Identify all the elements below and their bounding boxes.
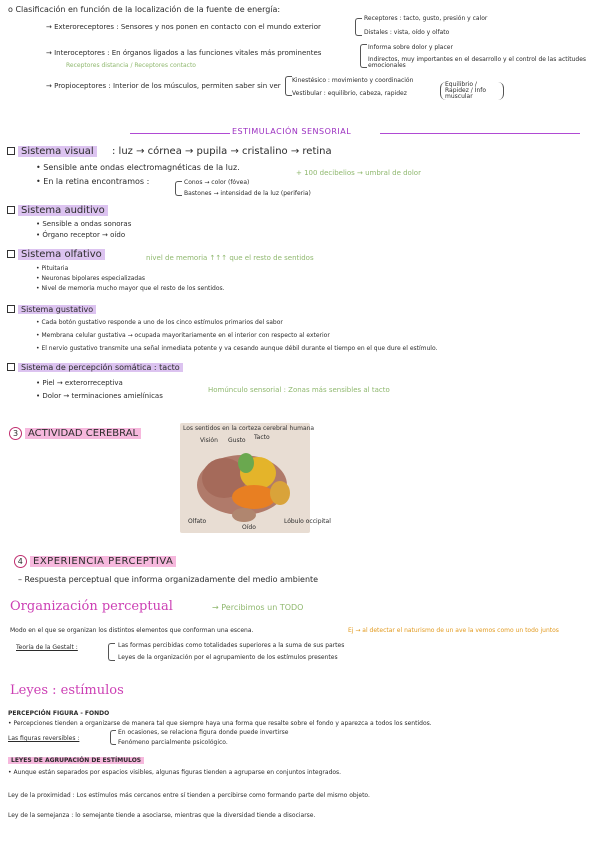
propioceptores-line: → Propioceptores : Interior de los músculos, permiten saber sin ver [46,82,281,90]
checkbox-icon [7,305,15,313]
checkbox-icon [7,363,15,371]
olfativo-title: Sistema olfativo [18,249,105,260]
gestalt-1: Las formas percibidas como totalidades superiores a la suma de sus partes [118,642,345,649]
somatico-title-row [7,363,183,372]
agrupacion-line: • Aunque están separados por espacios visibles, algunas figuras tienden a agruparse en conjuntos integrados. [8,769,342,776]
visual-conos: Conos → color (fóvea) [184,179,250,186]
extero-right-1: Receptores : tacto, gusto, presión y calor [364,15,488,22]
brain-label-lobulo: Lóbulo occipital [284,518,331,525]
leyes-title: Leyes : estímulos [10,683,124,698]
gestalt-2: Leyes de la organización por el agrupamiento de los estímulos presentes [118,654,338,661]
green-note: Receptores distancia / Receptores contacto [66,62,196,69]
experiencia-heading [14,555,176,568]
auditivo-bullet-1: • Sensible a ondas sonoras [36,220,132,228]
brace [355,18,362,36]
brain-label-olfato: Olfato [188,518,207,525]
agrupacion-title-text: LEYES DE AGRUPACIÓN DE ESTÍMULOS [8,757,144,764]
brace [285,76,292,96]
figura-line: • Percepciones tienden a organizarse de manera tal que siempre haya una forma que resalte sobre el fondo y aparezca a todos los sentidos. [8,720,432,727]
clasificacion-heading: o Clasificación en función de la localización de la fuente de energía: [8,5,281,14]
reversibles-2: Fenómeno parcialmente psicológico. [118,739,228,746]
ley-semejanza: Ley de la semejanza : lo semejante tiende a asociarse, mientras que la diversidad tiende a disociarse. [8,812,316,819]
visual-chain: : luz → córnea → pupila → cristalino → retina [112,146,332,157]
brain-image [180,423,331,533]
reversibles-label: Las figuras reversibles : [8,735,80,742]
brain-label-oido: Oído [242,524,256,531]
agrupacion-title [8,758,144,764]
organizacion-note: Ej → al detectar el naturismo de un ave la vemos como un todo juntos [348,627,559,634]
olfativo-title-row [7,250,105,260]
visual-title-row [7,147,97,157]
auditivo-title: Sistema auditivo [18,205,108,216]
checkbox-icon [7,250,15,258]
visual-bullet-2: • En la retina encontramos : [36,177,150,186]
brace [110,730,116,745]
propio-right-3: Equilibrio / Rapidez / Info muscular [440,82,504,100]
brain-label-tacto: Tacto [254,434,270,441]
gustativo-title: Sistema gustativo [18,305,96,314]
somatico-note: Homúnculo sensorial : Zonas más sensibles al tacto [208,386,390,394]
actividad-heading [9,427,141,440]
gustativo-bullet-2: • Membrana celular gustativa → ocupada mayoritariamente en el interior con respecto al exterior [36,332,330,339]
olfativo-bullet-3: • Nivel de memoria mucho mayor que el resto de los sentidos. [36,285,225,292]
visual-bullet-1: • Sensible ante ondas electromagnéticas de la luz. [36,163,240,172]
interoceptores-line: → Interoceptores : En órganos ligados a las funciones vitales más prominentes [46,49,322,57]
figura-title: PERCEPCIÓN FIGURA - FONDO [8,710,110,717]
organizacion-title-note: → Percibimos un TODO [212,603,304,612]
ley-proximidad: Ley de la proximidad : Los estímulos más cercanos entre sí tienden a percibirse como formando parte del mismo objeto. [8,792,370,799]
propio-right-1: Kinestésico : movimiento y coordinación [292,77,414,84]
actividad-title: ACTIVIDAD CEREBRAL [25,428,141,439]
somatico-bullet-2: • Dolor → terminaciones amielínicas [36,392,163,400]
olfativo-bullet-2: • Neuronas bipolares especializadas [36,275,146,282]
auditivo-title-row [7,206,108,216]
banner-title: ESTIMULACIÓN SENSORIAL [232,127,352,136]
organizacion-line-1: Modo en el que se organizan los distintos elementos que conforman una escena. [10,627,254,634]
experiencia-line: – Respuesta perceptual que informa organizadamente del medio ambiente [18,575,319,584]
auditivo-bullet-2: • Órgano receptor → oído [36,231,126,239]
visual-bastones: Bastones → intensidad de la luz (periferia) [184,190,311,197]
section-number: 3 [9,427,22,440]
visual-note: + 100 decibelios → umbral de dolor [296,169,421,177]
olfativo-bullet-1: • Pituitaria [36,265,69,272]
olfativo-note: nivel de memoria ↑↑↑ que el resto de sentidos [146,254,314,262]
banner-rule-left [130,133,230,134]
organizacion-title: Organización perceptual [10,599,173,614]
brain-label-gusto: Gusto [228,437,246,444]
extero-right-2: Distales : vista, oído y olfato [364,29,450,36]
experiencia-title: EXPERIENCIA PERCEPTIVA [30,556,176,567]
intero-right-2: Indirectos, muy importantes en el desarrollo y el control de las actitudes emocionales [368,56,587,69]
section-number: 4 [14,555,27,568]
gustativo-bullet-1: • Cada botón gustativo responde a uno de los cinco estímulos primarios del sabor [36,319,283,326]
checkbox-icon [7,206,15,214]
visual-title: Sistema visual [18,146,97,157]
brain-label-vision: Visión [200,437,218,444]
propio-right-2: Vestibular : equilibrio, cabeza, rapidez [292,90,407,97]
brace [360,44,367,68]
gustativo-bullet-3: • El nervio gustativo transmite una señal inmediata potente y va cesando aunque débil durante el tiempo en el que dure el estímulo. [36,345,438,352]
brace [108,643,115,661]
brace [175,181,182,196]
banner-rule-right [380,133,580,134]
reversibles-1: En ocasiones, se relaciona figura donde puede invertirse [118,729,289,736]
exteroceptores-line: → Exteroreceptores : Sensores y nos ponen en contacto con el mundo exterior [46,23,321,31]
checkbox-icon [7,147,15,155]
somatico-title: Sistema de percepción somática : tacto [18,363,183,372]
intero-right-1: Informa sobre dolor y placer [368,44,453,51]
somatico-bullet-1: • Piel → exterorreceptiva [36,379,123,387]
gestalt-label: Teoría de la Gestalt : [16,644,78,651]
gustativo-title-row [7,305,96,314]
brain-caption: Los sentidos en la corteza cerebral humana [183,425,315,432]
